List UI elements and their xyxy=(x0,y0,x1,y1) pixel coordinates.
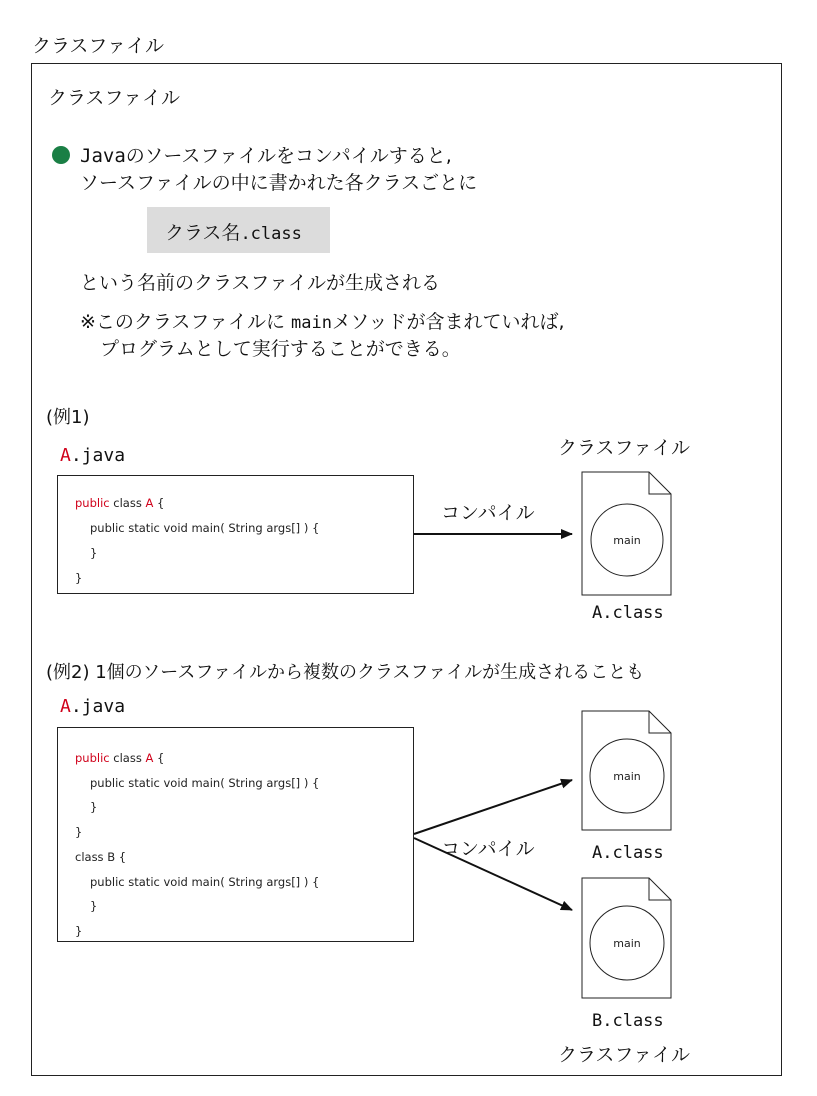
after-box-text: という名前のクラスファイルが生成される xyxy=(80,272,441,294)
example2-arrow-label: コンパイル xyxy=(441,838,535,860)
example1-file-letter: A xyxy=(60,445,71,466)
page-caption: クラスファイル xyxy=(32,35,165,57)
example1-doc-caption: A.class xyxy=(592,603,664,623)
panel-title: クラスファイル xyxy=(48,87,181,109)
example1-label: (例1) xyxy=(46,407,90,428)
class-identifier: A xyxy=(145,751,154,765)
bullet-line-1-rest: のソースファイルをコンパイルすると, xyxy=(125,145,452,167)
example2-doc-a-text: main xyxy=(613,770,641,783)
example1-arrow-label: コンパイル xyxy=(441,502,535,524)
example2-compile-arrow-b xyxy=(414,838,572,910)
example1-doc-text: main xyxy=(613,534,641,547)
example2-file-ext: .java xyxy=(70,696,126,717)
example1-file-ext: .java xyxy=(70,445,126,466)
code-text: class xyxy=(109,496,146,510)
example2-doc-b-text: main xyxy=(613,937,641,950)
code-text: { xyxy=(153,496,165,510)
example2-code-line-5: class B { xyxy=(75,850,127,864)
example1-classfile-document-icon xyxy=(582,472,671,595)
keyword-public: public xyxy=(75,496,110,510)
example2-code-line-8: } xyxy=(75,924,83,938)
example2-label: (例2) 1個のソースファイルから複数のクラスファイルが生成されることも xyxy=(46,662,645,683)
example2-classfile-a-document-icon xyxy=(582,711,671,830)
class-name-jp: クラス名 xyxy=(165,222,241,244)
example2-code-line-6: public static void main( String args[] ) { xyxy=(90,875,320,889)
example1-code-line-2: public static void main( String args[] ) { xyxy=(90,521,320,535)
example2-code-line-2: public static void main( String args[] ) { xyxy=(90,776,320,790)
note-line-2: プログラムとして実行することができる。 xyxy=(100,338,461,360)
example1-code-line-4: } xyxy=(75,571,83,585)
java-word: Java xyxy=(80,145,126,167)
note-suffix: メソッドが含まれていれば, xyxy=(331,311,565,333)
example2-classfile-b-document-icon xyxy=(582,878,671,998)
example2-doc-a-caption: A.class xyxy=(592,843,664,863)
class-ext: .class xyxy=(240,224,302,244)
example2-doc-b-caption: B.class xyxy=(592,1011,664,1031)
example2-code-line-3: } xyxy=(90,800,98,814)
example2-compile-arrow-a xyxy=(414,780,572,834)
example2-classfile-label: クラスファイル xyxy=(558,1044,691,1066)
code-text: { xyxy=(153,751,165,765)
example2-code-line-7: } xyxy=(90,899,98,913)
example1-classfile-label: クラスファイル xyxy=(558,437,691,459)
example2-code-line-4: } xyxy=(75,825,83,839)
example2-file-letter: A xyxy=(60,696,71,717)
example1-code-line-3: } xyxy=(90,546,98,560)
note-main: main xyxy=(291,313,332,333)
note-prefix: ※このクラスファイルに xyxy=(80,311,292,333)
code-text: class xyxy=(109,751,146,765)
class-identifier: A xyxy=(145,496,154,510)
bullet-line-2: ソースファイルの中に書かれた各クラスごとに xyxy=(80,172,478,194)
keyword-public: public xyxy=(75,751,110,765)
